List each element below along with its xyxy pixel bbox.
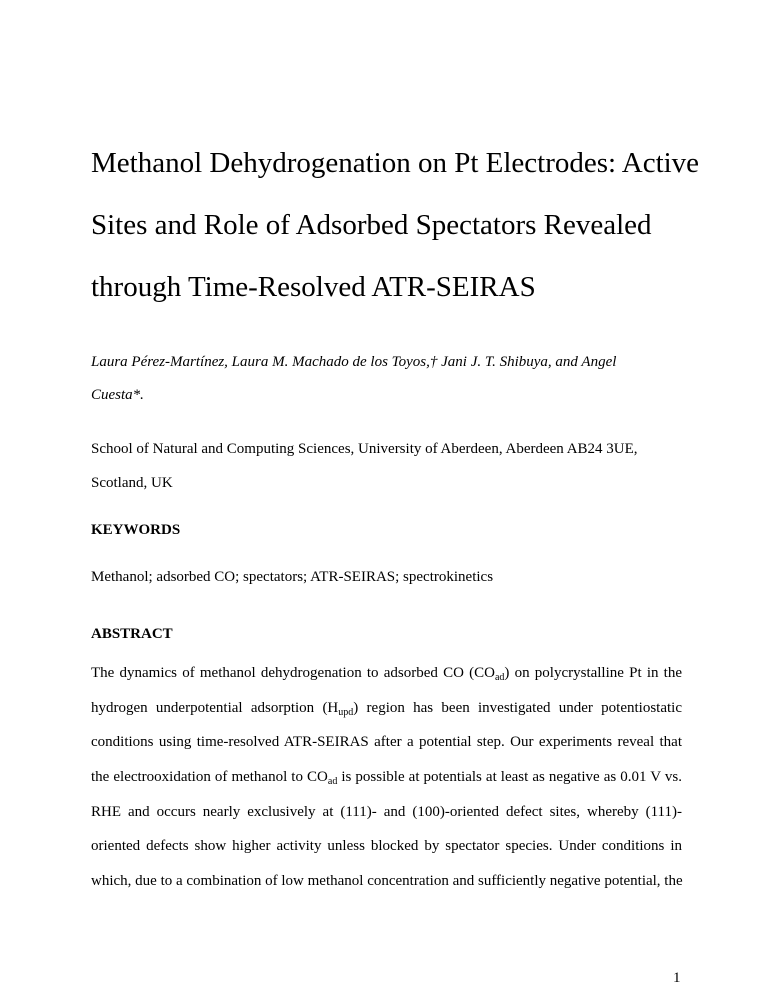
title-line-1: Methanol Dehydrogenation on Pt Electrodes: Active [91, 147, 700, 179]
abstract-line-1 [91, 656, 682, 691]
affiliation-line-2: Scotland, UK [91, 475, 173, 491]
abstract-line-1-text-end: ) on polycrystalline Pt in the [504, 665, 683, 681]
keywords-text: Methanol; adsorbed CO; spectators; ATR-SEIRAS; spectrokinetics [91, 569, 494, 585]
h-upd-subscript: upd [338, 706, 354, 718]
page-number: 1 [673, 970, 681, 986]
abstract-line-7: which, due to a combination of low methanol concentration and sufficiently negative potential, the [91, 873, 683, 890]
authors-line-1: Laura Pérez-Martínez, Laura M. Machado de los Toyos,† Jani J. T. Shibuya, and Angel [91, 354, 617, 370]
title-line-2: Sites and Role of Adsorbed Spectators Revealed [91, 209, 652, 241]
abstract-line-4 [91, 760, 682, 795]
abstract-line-1-text: The dynamics of methanol dehydrogenation to adsorbed CO (CO [91, 665, 495, 681]
co-ad-subscript-2: ad [327, 776, 338, 788]
affiliation-line-1: School of Natural and Computing Sciences, University of Aberdeen, Aberdeen AB24 3UE, [91, 441, 638, 457]
abstract-line-5: RHE and occurs nearly exclusively at (111)- and (100)-oriented defect sites, whereby (111)- [91, 803, 682, 820]
abstract-line-2-text: hydrogen underpotential adsorption (H [91, 699, 339, 716]
keywords-heading: KEYWORDS [91, 522, 181, 538]
abstract-heading: ABSTRACT [91, 626, 173, 642]
author-list [91, 346, 691, 412]
paper-title [91, 132, 711, 318]
abstract-line-4-text: the electrooxidation of methanol to CO [91, 769, 328, 786]
affiliation [91, 432, 691, 500]
abstract-body [91, 656, 682, 899]
abstract-line-2 [91, 691, 682, 726]
authors-line-2: Cuesta*. [91, 387, 144, 403]
abstract-line-3: conditions using time-resolved ATR-SEIRAS after a potential step. Our experiments reveal that [91, 734, 682, 751]
co-ad-subscript: ad [494, 672, 505, 683]
title-line-3: through Time-Resolved ATR-SEIRAS [91, 271, 536, 303]
abstract-line-6: oriented defects show higher activity unless blocked by spectator species. Under conditions in [91, 838, 682, 855]
abstract-line-2-text-end: ) region has been investigated under potentiostatic [353, 699, 683, 716]
abstract-line-4-text-end: is possible at potentials at least as negative as 0.01 V vs. [337, 769, 683, 786]
